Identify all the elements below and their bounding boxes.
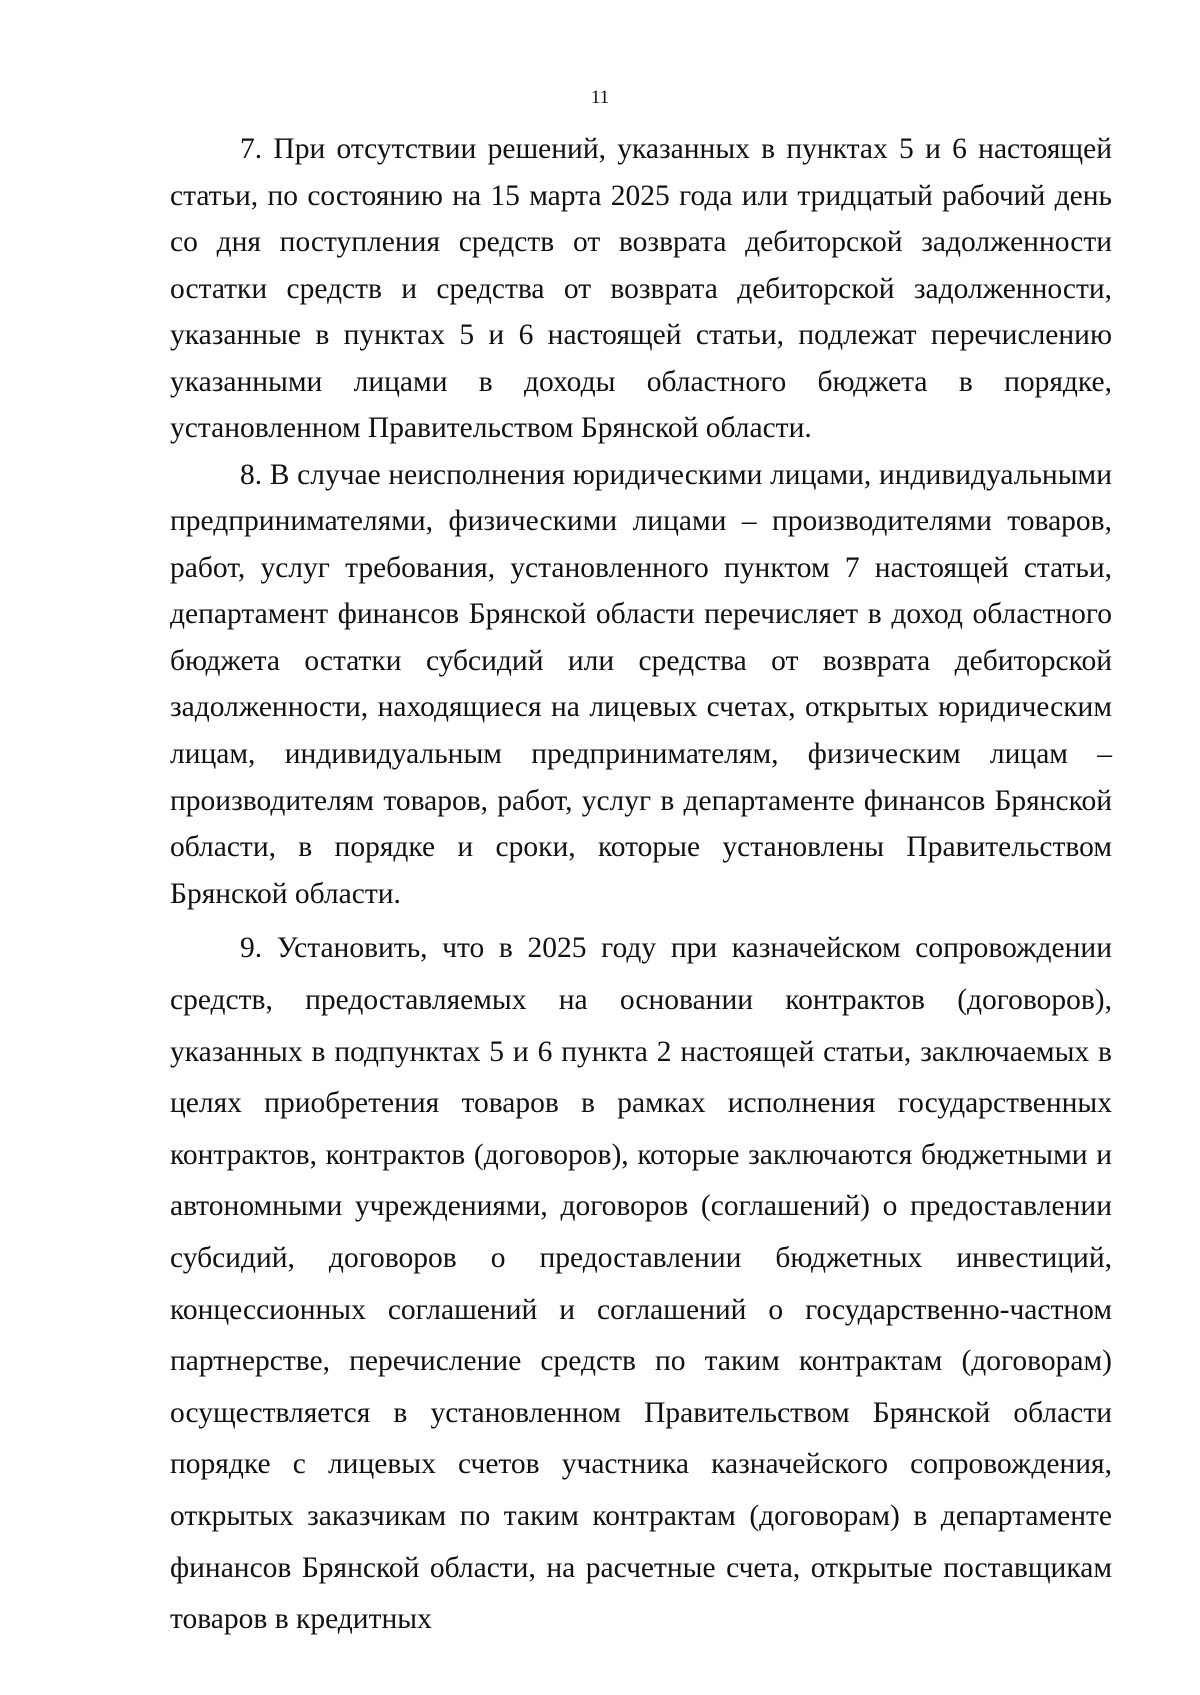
- document-body: [170, 126, 1112, 1646]
- paragraph-9: 9. Установить, что в 2025 году при казначейском сопровождении средств, предоставляемых на основании контрактов (договоров), указанных в подпунктах 5 и 6 пункта 2 настоящей статьи, заключаемых в целях приобретения товаров в рамках исполнения государственных контрактов, контрактов (договоров), которые заключаются бюджетными и автономными учреждениями, договоров (соглашений) о предоставлении субсидий, договоров о предоставлении бюджетных инвестиций, концессионных соглашений и соглашений о государственно-частном партнерстве, перечисление средств по таким контрактам (договорам) осуществляется в установленном Правительством Брянской области порядке с лицевых счетов участника казначейского сопровождения, открытых заказчикам по таким контрактам (договорам) в департаменте финансов Брянской области, на расчетные счета, открытые поставщикам товаров в кредитных: [170, 932, 1112, 1636]
- page-number: 11: [590, 87, 610, 108]
- paragraph-7: 7. При отсутствии решений, указанных в пунктах 5 и 6 настоящей статьи, по состоянию на 15 марта 2025 года или тридцатый рабочий день со дня поступления средств от возврата дебиторской задолженности остатки средств и средства от возврата дебиторской задолженности, указанные в пунктах 5 и 6 настоящей статьи, подлежат перечислению указанными лицами в доходы областного бюджета в порядке, установленном Правительством Брянской области.: [170, 133, 1112, 444]
- paragraph-8: 8. В случае неисполнения юридическими лицами, индивидуальными предпринимателями, физическими лицами – производителями товаров, работ, услуг требования, установленного пунктом 7 настоящей статьи, департамент финансов Брянской области перечисляет в доход областного бюджета остатки субсидий или средства от возврата дебиторской задолженности, находящиеся на лицевых счетах, открытых юридическим лицам, индивидуальным предпринимателям, физическим лицам – производителям товаров, работ, услуг в департаменте финансов Брянской области, в порядке и сроки, которые установлены Правительством Брянской области.: [170, 458, 1112, 910]
